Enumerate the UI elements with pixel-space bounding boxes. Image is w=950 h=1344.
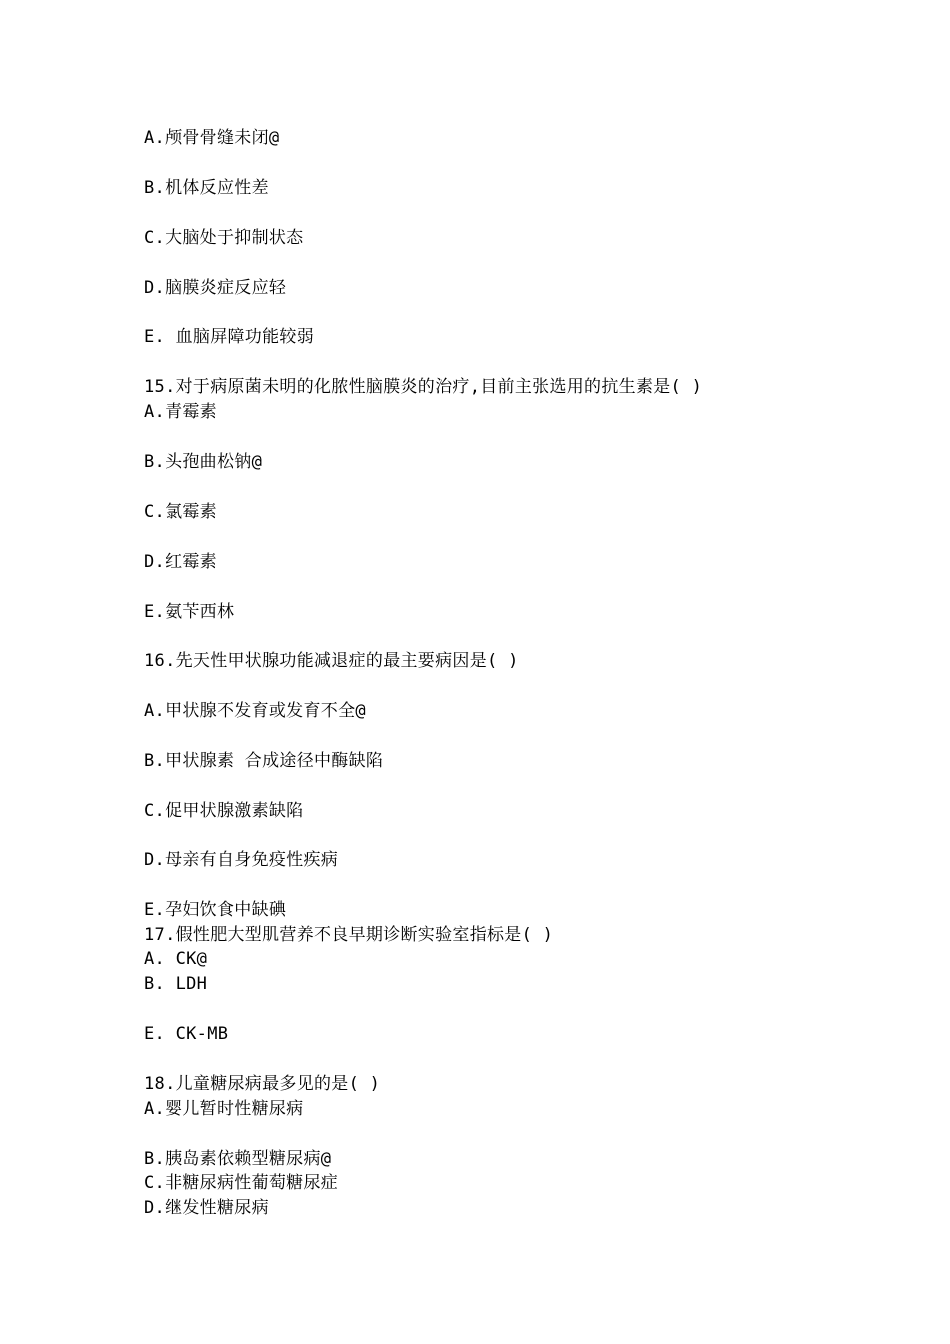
option-line: E.孕妇饮食中缺碘: [144, 900, 287, 920]
question-16: 16.先天性甲状腺功能减退症的最主要病因是( ): [144, 651, 519, 671]
option-line: C.大脑处于抑制状态: [144, 228, 304, 248]
option-line: E. 血脑屏障功能较弱: [144, 327, 315, 347]
option-line: A.婴儿暂时性糖尿病: [144, 1099, 304, 1119]
option-line: A.颅骨骨缝未闭@: [144, 128, 280, 148]
option-line: B. LDH: [144, 974, 208, 994]
question-18: 18.儿童糖尿病最多见的是( ): [144, 1074, 381, 1094]
option-line: A. CK@: [144, 949, 208, 969]
option-line: A.青霉素: [144, 402, 217, 422]
option-line: C.氯霉素: [144, 502, 217, 522]
option-line: B.机体反应性差: [144, 178, 269, 198]
option-line: D.母亲有自身免疫性疾病: [144, 850, 339, 870]
option-line: D.脑膜炎症反应轻: [144, 278, 287, 298]
option-line: A.甲状腺不发育或发育不全@: [144, 701, 366, 721]
option-line: E. CK-MB: [144, 1024, 229, 1044]
option-line: D.红霉素: [144, 552, 217, 572]
question-17: 17.假性肥大型肌营养不良早期诊断实验室指标是( ): [144, 925, 554, 945]
option-line: D.继发性糖尿病: [144, 1198, 269, 1218]
option-line: C.非糖尿病性葡萄糖尿症: [144, 1173, 339, 1193]
question-15: 15.对于病原菌未明的化脓性脑膜炎的治疗,目前主张选用的抗生素是( ): [144, 377, 703, 397]
option-line: C.促甲状腺激素缺陷: [144, 801, 304, 821]
option-line: B.头孢曲松钠@: [144, 452, 263, 472]
option-line: B.胰岛素依赖型糖尿病@: [144, 1149, 332, 1169]
option-line: E.氨苄西林: [144, 602, 235, 622]
option-line: B.甲状腺素 合成途径中酶缺陷: [144, 751, 384, 771]
